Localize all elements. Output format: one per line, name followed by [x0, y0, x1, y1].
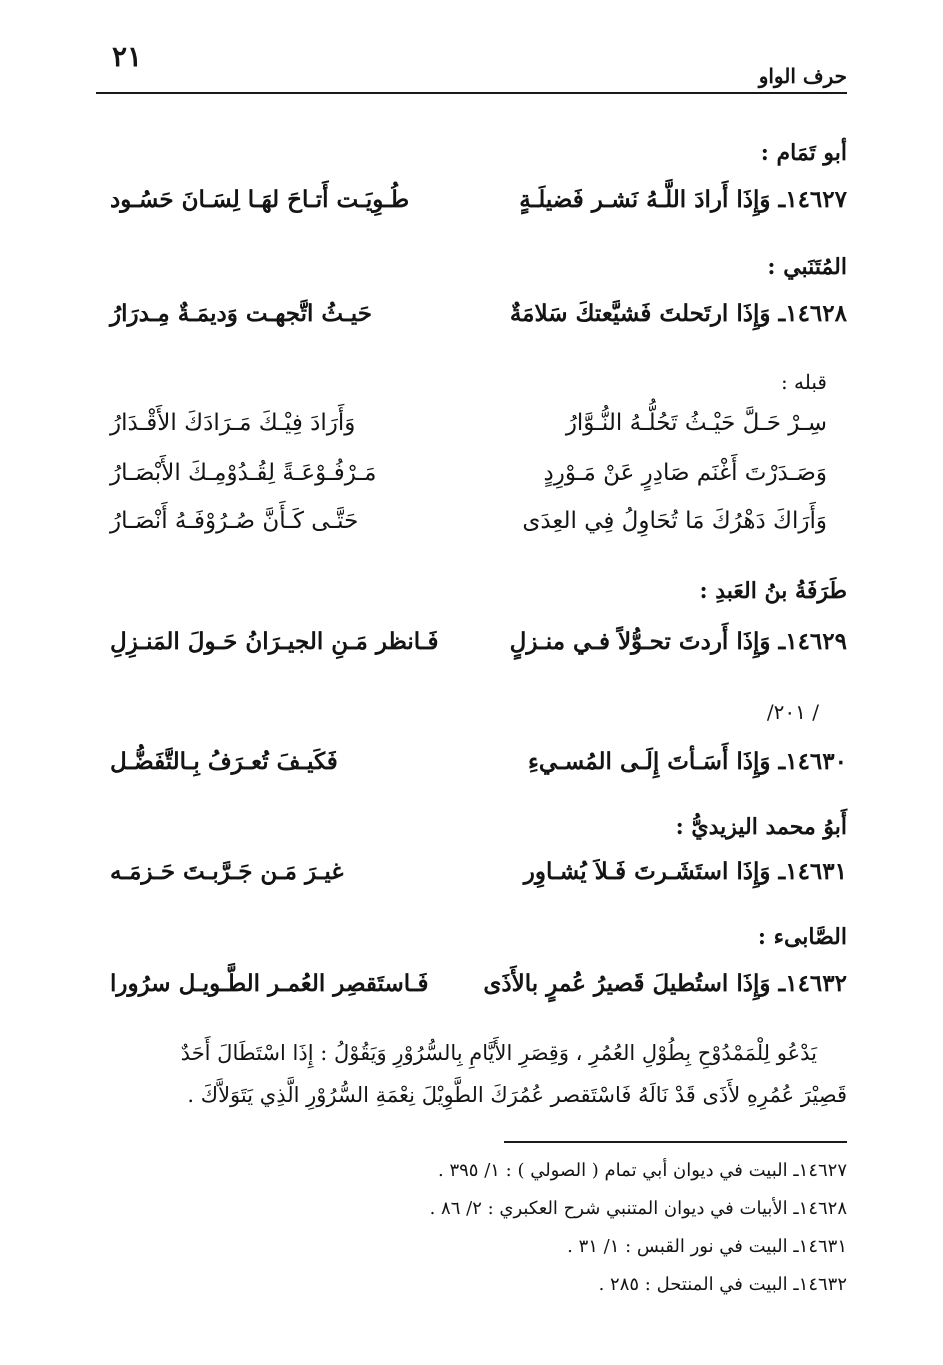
verse-line: [100, 300, 847, 340]
verse-line: [100, 970, 847, 1010]
footnote: ١٤٦٣١ـ البيت في نور القبس : ١/ ٣١ .: [567, 1236, 847, 1257]
poet-name: المُتَنَبي :: [767, 254, 847, 280]
footnote-rule: [504, 1141, 847, 1143]
footnote: ١٤٦٢٧ـ البيت في ديوان أبي تمام ( الصولي ) : ١/ ٣٩٥ .: [438, 1160, 847, 1181]
poet-name: الصَّابىء :: [757, 924, 847, 950]
verse-line: [100, 748, 847, 788]
first-hemistich: ١٤٦٣٠ـ وَإِذَا أَسَـأتَ إِلَـى المُسـيءِ: [528, 748, 847, 775]
second-hemistich: حَيـثُ اتَّجهـت وَديمَـةٌ مِـدرَارُ: [110, 300, 372, 327]
commentary-line: قَصِيْرَ عُمُرِهِ لأَذَى قَدْ نَالَهُ فَاسْتَقصر عُمُرَكَ الطَّوِيْلَ نِعْمَةِ السُّرُوْرِ الَّذِي يَتَوَلاَّكَ .: [187, 1083, 847, 1107]
second-hemistich: حَتَّـى كَـأَنَّ صُـرُوْفَـهُ أَنْصَـارُ: [110, 508, 359, 534]
commentary-line: يَدْعُو لِلْمَمْدُوْحِ بِطُوْلِ العُمُرِ ، وَقِصَرِ الأَيَّامِ بِالسُّرُوْرِ وَيَقُوْلُ : إِذَا اسْتَطَالَ أَحَدٌ: [180, 1041, 817, 1065]
second-hemistich: وَأَرَادَ فِيْـكَ مَـرَادَكَ الأَقْـدَارُ: [110, 410, 356, 436]
verse-line: [100, 186, 847, 226]
first-hemistich: ١٤٦٢٧ـ وَإِذَا أَرادَ اللَّـهُ نَشـر فَضيلَـةٍ: [519, 186, 847, 213]
before-label: قبله :: [780, 370, 827, 394]
header-rule: [96, 92, 847, 94]
verse-line: [100, 628, 847, 668]
second-hemistich: غيـرَ مَـن جَـرَّبـتَ حَـزمَـه: [110, 858, 344, 885]
footnote: ١٤٦٢٨ـ الأبيات في ديوان المتنبي شرح العكبري : ٢/ ٨٦ .: [429, 1198, 847, 1219]
first-hemistich: ١٤٦٢٨ـ وَإِذَا ارتَحلتَ فَشيَّعتكَ سَلامَةٌ: [509, 300, 847, 327]
verse-line: [100, 858, 847, 898]
preceding-verse: [100, 410, 847, 450]
reference-note: / ٢٠١/: [766, 700, 819, 724]
page-number: ٢١: [112, 40, 143, 73]
first-hemistich: ١٤٦٣٢ـ وَإِذَا استُطيلَ قَصيرُ عُمرٍ بالأَذَى: [483, 970, 847, 997]
footnote: ١٤٦٣٢ـ البيت في المنتحل : ٢٨٥ .: [598, 1274, 847, 1295]
preceding-verse: [100, 508, 847, 548]
first-hemistich: وَأَرَاكَ دَهْرُكَ مَا تُحَاوِلُ فِي العِدَى: [522, 508, 827, 534]
first-hemistich: سِـرْ حَـلَّ حَيْـثُ تَحُلُّـهُ النُّـوَّارُ: [565, 410, 827, 436]
first-hemistich: ١٤٦٢٩ـ وَإِذَا أَردتَ تحـوُّلاً فـي منـزلٍ: [509, 628, 847, 655]
second-hemistich: فَكَيـفَ تُعـرَفُ بِـالتَّفَضُّـل: [110, 748, 338, 775]
first-hemistich: وَصَـدَرْتَ أَغْنَم صَادِرٍ عَنْ مَـوْرِدٍ: [543, 460, 827, 486]
poet-name: طَرَفَةُ بنُ العَبدِ :: [699, 578, 847, 604]
commentary-paragraph: [96, 1032, 847, 1116]
second-hemistich: طُـوِيَـت أَتـاحَ لهَـا لِسَـانَ حَسُـود: [110, 186, 410, 213]
second-hemistich: فَـانظر مَـنِ الجيـرَانُ حَـولَ المَنـزِلِ: [110, 628, 439, 655]
second-hemistich: مَـرْفُـوْعَـةً لِقُـدُوْمِـكَ الأَبْصَـارُ: [110, 460, 377, 486]
poet-name: أبو تَمَام :: [760, 140, 847, 166]
first-hemistich: ١٤٦٣١ـ وَإِذَا استَشَـرتَ فَـلاَ يُشـاوِر: [523, 858, 847, 885]
poet-name: أَبوُ محمد اليزيديُّ :: [675, 814, 847, 840]
preceding-verse: [100, 460, 847, 500]
running-head: حرف الواو: [758, 64, 847, 88]
second-hemistich: فَـاستَقصِر العُمـر الطَّـويـل سرُورا: [110, 970, 429, 997]
